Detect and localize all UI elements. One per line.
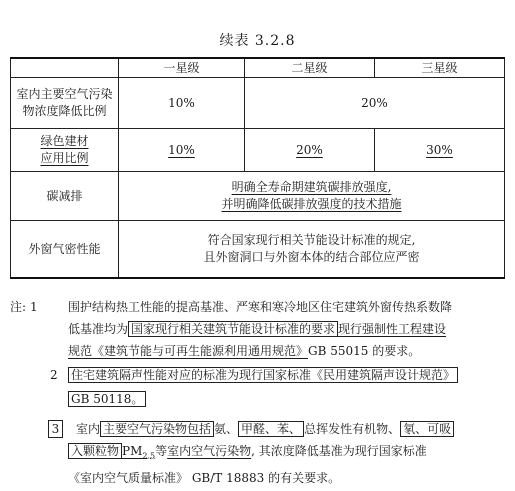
note-text: 总挥发性有机物、 — [304, 422, 401, 436]
cell-value: 10% — [119, 78, 245, 129]
header-two-star: 二星级 — [245, 58, 375, 78]
row-label-line: 应用比例 — [40, 151, 89, 165]
note-2 — [10, 364, 510, 412]
note-text-line — [68, 388, 510, 410]
cell-value — [245, 129, 375, 172]
note-number: 1 — [30, 300, 38, 314]
star-rating-table — [10, 57, 505, 279]
note-text: , 其浓度降低基准为现行国家标准 — [251, 444, 427, 458]
note-3 — [10, 418, 510, 484]
cell-value — [375, 129, 505, 172]
note-number-boxed — [48, 418, 63, 440]
note-text: GB 55015 的要求。 — [308, 344, 421, 358]
note-text: 低基准均为 — [68, 322, 129, 336]
note-text-line — [76, 418, 510, 440]
row-label-pollutant — [11, 78, 119, 129]
cell-value: 20% — [245, 78, 505, 129]
row-label-carbon: 碳减排 — [11, 172, 119, 221]
row-label-line: 绿色建材 — [40, 134, 89, 148]
cell-text-line: 符合国家现行相关节能设计标准的规定, — [207, 233, 416, 247]
underlined-text: 规范《建筑节能与可再生能源利用通用规范》 — [68, 344, 309, 358]
note-text-line: 围护结构热工性能的提高基准、严寒和寒冷地区住宅建筑外窗传热系数降 — [68, 300, 453, 314]
note-text-line — [68, 318, 510, 340]
boxed-text: 住宅建筑隔声性能对应的标准为现行国家标准《民用建筑隔声设计规范》 — [68, 367, 458, 383]
cell-value — [119, 172, 505, 221]
row-label-green-material — [11, 129, 119, 172]
notes-prefix: 注: — [10, 300, 27, 314]
row-label-airtight: 外窗气密性能 — [11, 221, 119, 279]
boxed-text: 国家现行相关建筑节能设计标准的要求 — [128, 321, 338, 337]
boxed-number: 3 — [48, 420, 63, 438]
boxed-text: 主要空气污染物包括 — [100, 421, 214, 437]
boxed-text: 氡、可吸 — [400, 421, 454, 437]
boxed-text: 甲醛、苯、 — [238, 421, 304, 437]
note-number: 2 — [50, 368, 58, 382]
row-label-line: 物浓度降低比例 — [22, 104, 107, 118]
note-text: 氨、 — [214, 422, 239, 436]
note-text-line — [68, 340, 510, 362]
underlined-text: 现行强制性工程建设 — [338, 322, 447, 336]
table-row — [11, 78, 505, 129]
note-text-line — [68, 440, 510, 467]
cell-text: 10% — [168, 142, 195, 157]
underlined-text — [122, 444, 156, 461]
cell-text-line: 且外窗洞口与外窗本体的结合部位应严密 — [203, 250, 420, 264]
note-text-line — [68, 364, 510, 386]
pm-subscript: 2.5 — [142, 451, 156, 461]
cell-text: 30% — [426, 142, 453, 157]
note-text-line: 《室内空气质量标准》 GB/T 18883 的有关要求。 — [68, 471, 341, 486]
header-three-star: 三星级 — [375, 58, 505, 78]
pm-label: PM — [122, 444, 143, 458]
cell-text-line: 明确全寿命期建筑碳排放强度, — [231, 180, 392, 194]
table-row — [11, 172, 505, 221]
header-empty — [11, 58, 119, 78]
note-text: 等 — [155, 444, 168, 458]
cell-text-line: 并明确降低碳排放强度的技术措施 — [221, 197, 402, 211]
table-row — [11, 129, 505, 172]
cell-text: 20% — [296, 142, 323, 157]
table-title: 续表 3.2.8 — [219, 33, 296, 49]
boxed-text: 入颗粒物 — [68, 443, 122, 459]
cell-value — [119, 129, 245, 172]
row-label-line: 室内主要空气污染 — [16, 87, 113, 101]
note-1 — [10, 296, 510, 362]
table-row — [11, 221, 505, 279]
underlined-text: 室内空气污染物 — [167, 444, 252, 458]
boxed-text: GB 50118。 — [68, 391, 146, 407]
header-one-star: 一星级 — [119, 58, 245, 78]
note-text: 室内 — [76, 422, 101, 436]
table-header-row — [11, 58, 505, 78]
cell-value — [119, 221, 505, 279]
table-notes — [10, 296, 510, 484]
